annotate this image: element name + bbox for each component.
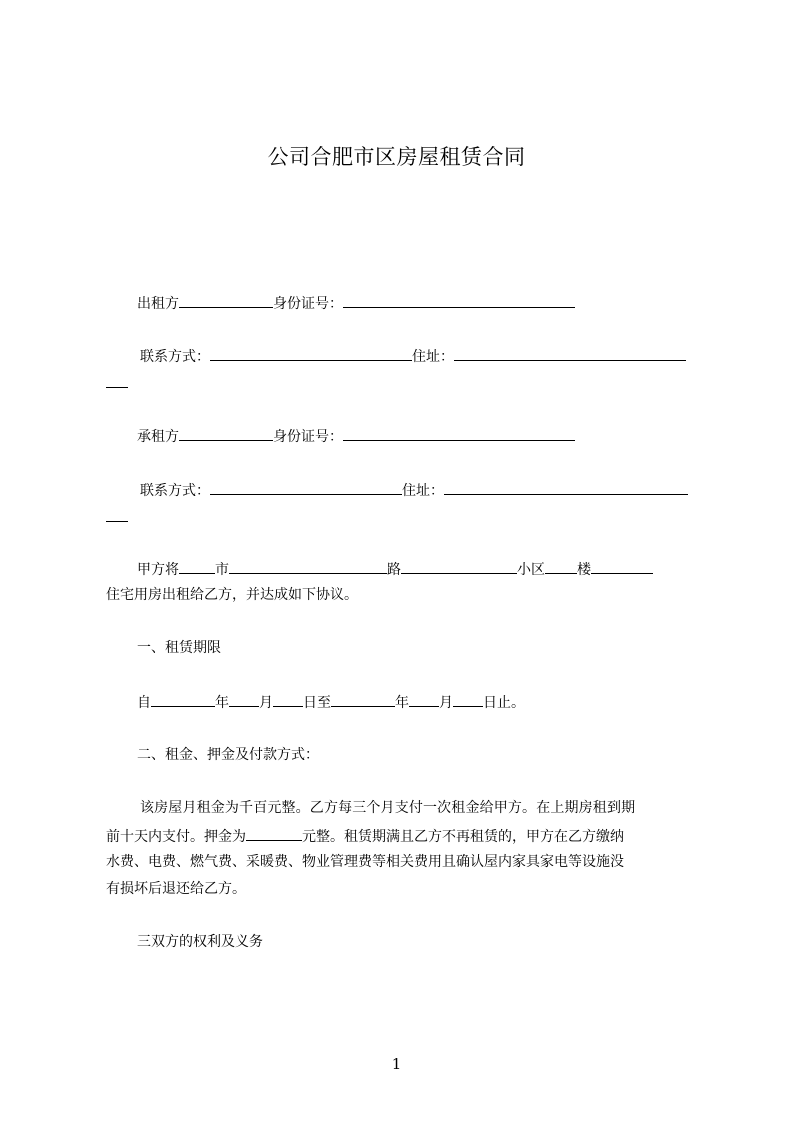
end-month-blank [409,691,439,707]
community-blank [401,558,517,574]
rent-line-2-rest: 元整。租赁期满且乙方不再租赁的，甲方在乙方缴纳 [302,829,624,845]
period-month1: 月 [259,695,273,711]
section-3-heading: 三双方的权利及义务 [137,934,263,950]
road-blank [229,558,387,574]
lessee-contact-label: 联系方式： [140,483,210,499]
location-tail: 住宅用房出租给乙方，并达成如下协议。 [106,587,358,603]
lessor-line [137,292,575,314]
lessee-id-label: 身份证号： [273,429,343,445]
rent-deposit-label: 前十天内支付。押金为 [106,829,246,845]
start-month-blank [229,691,259,707]
lessor-contact-label: 联系方式： [140,349,210,365]
lessee-line [137,425,575,447]
lessee-name-blank [179,425,273,441]
lessor-address-blank [454,345,686,361]
section-2-heading: 二、租金、押金及付款方式： [137,747,319,763]
lessor-contact-blank [210,345,412,361]
lessee-address-blank-continued [106,506,128,522]
deposit-blank [246,825,302,841]
lessor-address-continued [106,372,128,394]
rent-line-2 [106,825,624,847]
rent-line-1: 该房屋月租金为千百元整。乙方每三个月支付一次租金给甲方。在上期房租到期 [140,800,636,816]
end-year-blank [331,691,395,707]
lessee-address-label: 住址： [402,483,444,499]
lessor-id-label: 身份证号： [273,296,343,312]
lessee-contact-blank [210,479,402,495]
period-day-to: 日至 [303,695,331,711]
location-community: 小区 [517,562,545,578]
lessee-id-blank [343,425,575,441]
lessor-address-label: 住址： [412,349,454,365]
lessee-address-blank [444,479,688,495]
rent-line-4: 有损坏后退还给乙方。 [106,881,246,897]
city-blank [179,558,215,574]
period-year2: 年 [395,695,409,711]
page-title: 公司合肥市区房屋租赁合同 [267,145,526,169]
lessee-address-continued [106,506,128,528]
page-number: 1 [391,1055,402,1073]
period-year1: 年 [215,695,229,711]
lessee-label: 承租方 [137,429,179,445]
section-1-heading: 一、租赁期限 [137,640,221,656]
end-day-blank [453,691,483,707]
start-day-blank [273,691,303,707]
period-month2: 月 [439,695,453,711]
unit-blank [591,558,653,574]
lessor-contact-line [140,345,686,367]
start-year-blank [151,691,215,707]
lessee-contact-line [140,479,688,501]
period-from: 自 [137,695,151,711]
period-line [137,691,525,713]
location-road: 路 [387,562,401,578]
lessor-name-blank [179,292,273,308]
lessor-label: 出租方 [137,296,179,312]
period-day-end: 日止。 [483,695,525,711]
building-blank [545,558,577,574]
location-lead: 甲方将 [137,562,179,578]
location-city: 市 [215,562,229,578]
rent-line-3: 水费、电费、燃气费、采暖费、物业管理费等相关费用且确认屋内家具家电等设施没 [106,854,624,870]
location-line [137,558,653,580]
lessor-address-blank-continued [106,372,128,388]
location-building: 楼 [577,562,591,578]
lessor-id-blank [343,292,575,308]
